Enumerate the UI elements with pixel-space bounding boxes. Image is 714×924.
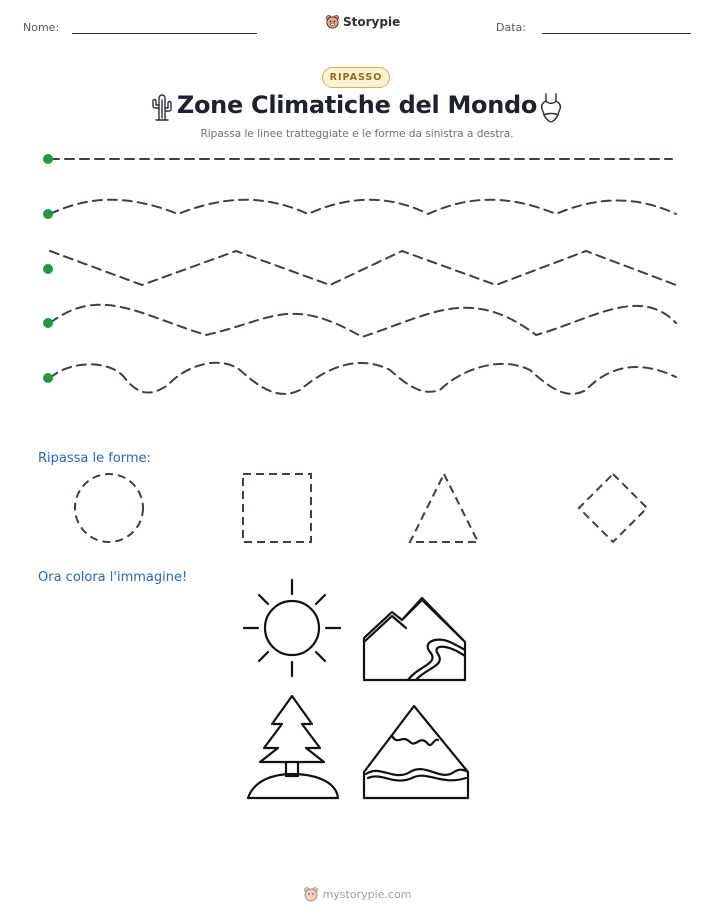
trace-shape-square [243,474,311,542]
page-title: Zone Climatiche del Mondo [176,91,538,119]
desert-dunes-icon [364,598,465,680]
name-label: Nome: [23,21,60,34]
trace-line-wave-2 [50,305,676,337]
bear-footer-icon [303,886,319,902]
shapes-section-label: Ripassa le forme: [38,451,151,466]
footer [0,886,714,902]
start-dot-4 [43,318,53,328]
name-write-line[interactable] [72,33,257,34]
start-dot-2 [43,209,53,219]
start-dot-3 [43,264,53,274]
trace-line-wave-1 [50,200,676,214]
trace-shape-circle [75,474,143,542]
bear-logo-icon [325,14,340,29]
tracing-shapes-area[interactable] [0,468,714,550]
trace-line-wave-3 [50,363,676,394]
trace-shape-diamond [579,474,647,542]
coloring-picture[interactable] [240,576,474,806]
coloring-section-label: Ora colora l'immagine! [38,570,188,585]
page-subtitle: Ripassa le linee tratteggiate e le forme da sinistra a destra. [200,128,514,140]
trace-line-zigzag [50,251,676,285]
date-label: Data: [496,21,526,34]
start-dot-5 [43,373,53,383]
brand-logo [325,14,400,29]
date-write-line[interactable] [542,33,691,34]
review-badge: RIPASSO [322,67,390,88]
tree-icon [248,696,338,798]
brand-name: Storypie [343,14,401,29]
swimsuit-icon [538,92,564,124]
start-dot-1 [43,154,53,164]
trace-shape-triangle [410,474,478,542]
footer-site: mystorypie.com [322,887,412,901]
snowy-mountain-icon [364,706,468,798]
tracing-lines-area[interactable] [0,145,714,405]
sun-icon [244,580,340,676]
